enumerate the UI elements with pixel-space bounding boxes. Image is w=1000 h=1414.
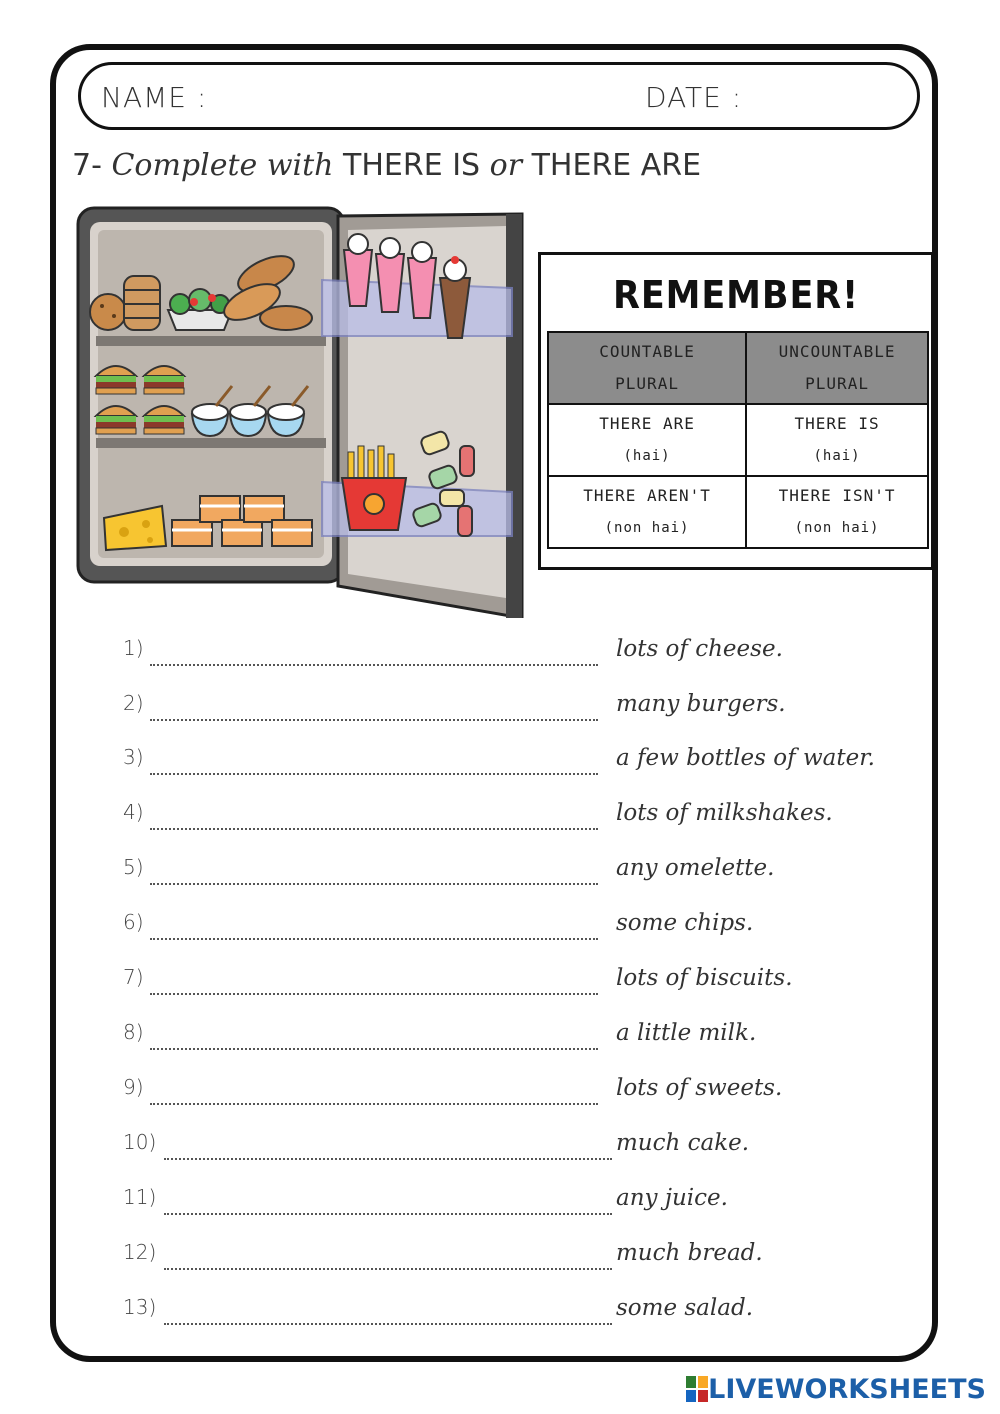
exercise-number: 12) xyxy=(123,1240,157,1264)
cell-there-is: THERE IS (hai) xyxy=(746,404,928,476)
instruction-or: or xyxy=(489,148,523,183)
exercise-row xyxy=(0,1130,1000,1170)
exercise-row xyxy=(0,855,1000,895)
answer-blank[interactable] xyxy=(150,828,598,830)
answer-blank[interactable] xyxy=(150,883,598,885)
exercise-row xyxy=(0,1240,1000,1280)
remember-box xyxy=(538,252,934,570)
exercise-number: 1) xyxy=(123,636,144,660)
cell-there-isnt: THERE ISN'T (non hai) xyxy=(746,476,928,548)
exercise-number: 5) xyxy=(123,855,144,879)
cell-there-are: THERE ARE (hai) xyxy=(548,404,746,476)
exercise-row xyxy=(0,691,1000,731)
option-there-are: THERE ARE xyxy=(531,148,702,183)
answer-blank[interactable] xyxy=(150,773,598,775)
brand-name: LIVEWORKSHEETS xyxy=(708,1373,986,1405)
answer-blank[interactable] xyxy=(164,1213,612,1215)
header-uncountable: UNCOUNTABLE PLURAL xyxy=(746,332,928,404)
exercise-number: 13) xyxy=(123,1295,157,1319)
exercise-ending: a little milk. xyxy=(616,1020,757,1046)
answer-blank[interactable] xyxy=(150,938,598,940)
exercise-number: 2) xyxy=(123,691,144,715)
exercise-ending: any juice. xyxy=(616,1185,728,1211)
exercise-number: 11) xyxy=(123,1185,157,1209)
exercise-row xyxy=(0,636,1000,676)
exercise-row xyxy=(0,1020,1000,1060)
instruction-number: 7- xyxy=(72,148,102,183)
exercise-ending: lots of milkshakes. xyxy=(616,800,833,826)
exercise-row xyxy=(0,965,1000,1005)
instruction-text: Complete with xyxy=(111,148,334,183)
exercise-number: 7) xyxy=(123,965,144,989)
exercise-row xyxy=(0,745,1000,785)
remember-title: REMEMBER! xyxy=(613,273,859,317)
liveworksheets-brand[interactable] xyxy=(686,1372,986,1406)
date-label: DATE : xyxy=(645,81,743,114)
answer-blank[interactable] xyxy=(164,1158,612,1160)
fridge-illustration xyxy=(76,206,536,618)
exercise-row xyxy=(0,800,1000,840)
exercise-row xyxy=(0,1075,1000,1115)
instruction xyxy=(72,148,701,183)
exercise-ending: much bread. xyxy=(616,1240,763,1266)
exercise-ending: any omelette. xyxy=(616,855,775,881)
name-label: NAME : xyxy=(101,81,208,114)
answer-blank[interactable] xyxy=(150,1103,598,1105)
exercise-number: 3) xyxy=(123,745,144,769)
salad-icon xyxy=(168,289,232,330)
exercise-row xyxy=(0,910,1000,950)
exercise-ending: a few bottles of water. xyxy=(616,745,875,771)
exercise-row xyxy=(0,1295,1000,1335)
exercise-ending: some chips. xyxy=(616,910,754,936)
name-date-header xyxy=(78,62,920,130)
answer-blank[interactable] xyxy=(150,664,598,666)
exercise-ending: much cake. xyxy=(616,1130,750,1156)
option-there-is: THERE IS xyxy=(343,148,481,183)
liveworksheets-logo-icon xyxy=(686,1376,708,1402)
answer-blank[interactable] xyxy=(150,719,598,721)
cell-there-arent: THERE AREN'T (non hai) xyxy=(548,476,746,548)
exercise-ending: some salad. xyxy=(616,1295,754,1321)
grammar-table xyxy=(547,331,929,549)
answer-blank[interactable] xyxy=(150,993,598,995)
answer-blank[interactable] xyxy=(164,1323,612,1325)
exercise-number: 8) xyxy=(123,1020,144,1044)
exercise-ending: many burgers. xyxy=(616,691,786,717)
exercise-ending: lots of sweets. xyxy=(616,1075,783,1101)
exercise-number: 4) xyxy=(123,800,144,824)
answer-blank[interactable] xyxy=(150,1048,598,1050)
exercise-number: 6) xyxy=(123,910,144,934)
header-countable: COUNTABLE PLURAL xyxy=(548,332,746,404)
exercise-number: 9) xyxy=(123,1075,144,1099)
exercise-ending: lots of cheese. xyxy=(616,636,783,662)
exercise-row xyxy=(0,1185,1000,1225)
exercise-ending: lots of biscuits. xyxy=(616,965,793,991)
exercise-number: 10) xyxy=(123,1130,157,1154)
answer-blank[interactable] xyxy=(164,1268,612,1270)
